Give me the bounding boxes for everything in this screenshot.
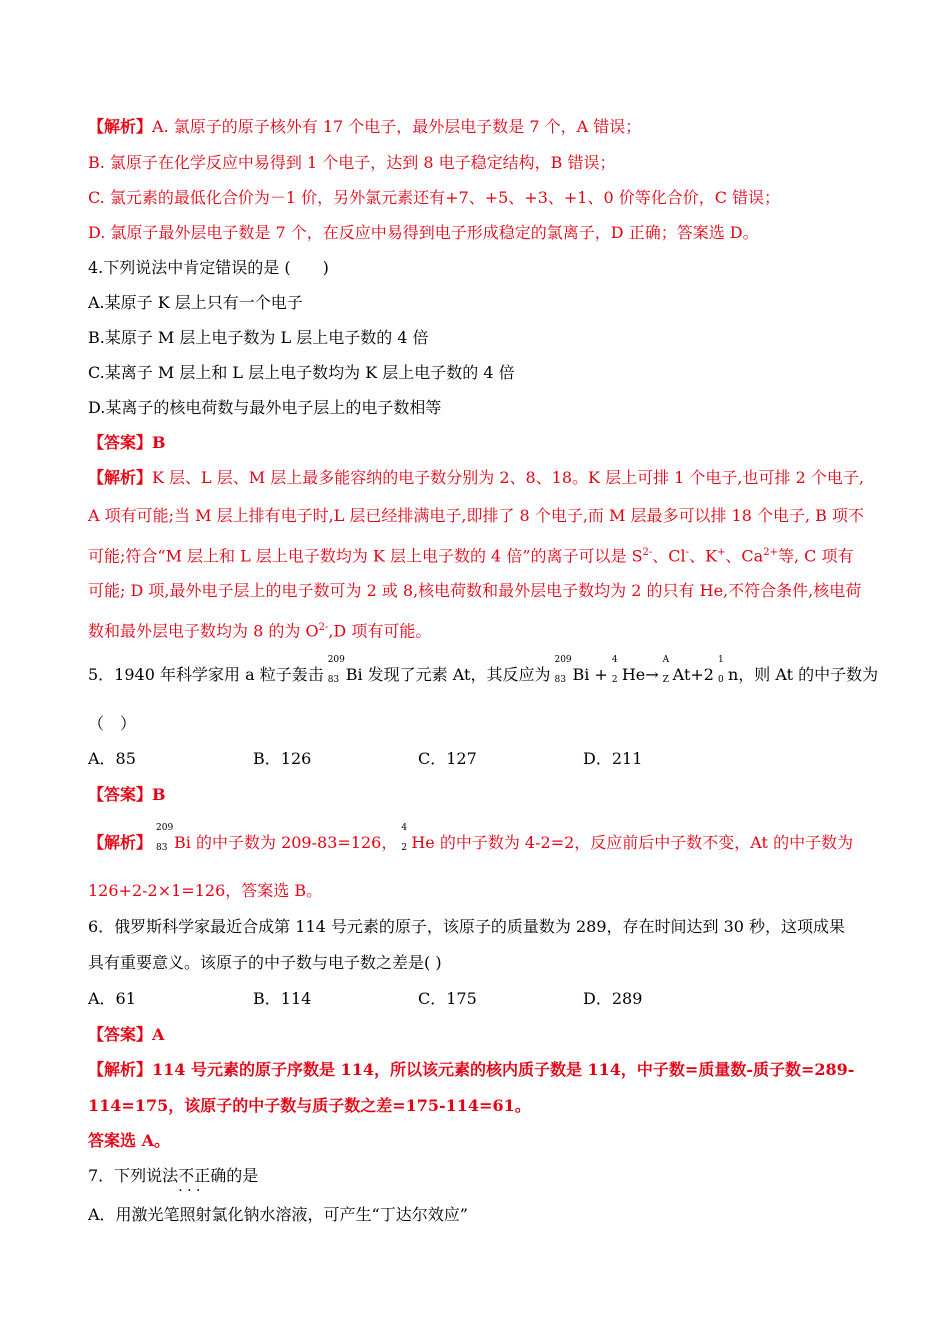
q5-analysis-line-2: 126+2-2×1=126，答案选 B。 [88, 881, 323, 900]
stem-text: 的是 [226, 1166, 259, 1185]
stem-text: 7．下列说法 [88, 1166, 179, 1185]
atomic-number: 2 [401, 842, 408, 853]
q6-stem-line-1: 6．俄罗斯科学家最近合成第 114 号元素的原子，该原子的质量数为 289，存在时间达到 30 秒，这项成果 [88, 917, 846, 936]
q7-stem [88, 1165, 258, 1187]
analysis-text: K 层、L 层、M 层上最多能容纳的电子数分别为 2、8、18。K 层上可排 1 个电子,也可排 2 个电子, [152, 468, 864, 487]
atomic-number: 0 [717, 674, 724, 685]
mass-number: 4 [611, 654, 618, 665]
isotope-n [714, 654, 728, 687]
charge-sup: - [685, 547, 690, 558]
analysis-text: 114 号元素的原子序数是 114，所以该元素的核内质子数是 114，中子数=质量数-质子数=289- [152, 1060, 855, 1079]
emphasis-text: 不正确 · · · [178, 1166, 226, 1185]
q3-analysis-line-d: D. 氯原子最外层电子数是 7 个，在反应中易得到电子形成稳定的氯离子，D 正确；答案选 D。 [88, 223, 759, 242]
isotope-bi [324, 654, 346, 687]
q6-stem-line-2: 具有重要意义。该原子的中子数与电子数之差是( ) [88, 953, 442, 972]
atomic-number: 83 [554, 674, 566, 685]
stem-text: He→ [621, 665, 659, 684]
charge-sup: 2- [642, 547, 653, 558]
q4-analysis-line-1 [88, 467, 864, 489]
option-a: A．85 [88, 749, 136, 768]
q4-analysis-line-3 [88, 542, 853, 567]
analysis-tag: 【解析】 [88, 833, 153, 852]
isotope-bi [152, 822, 174, 855]
isotope-bi [550, 654, 572, 687]
analysis-text: He 的中子数为 4-2=2，反应前后中子数不变，At 的中子数为 [411, 833, 854, 852]
q4-option-d: D.某离子的核电荷数与最外电子层上的电子数相等 [88, 398, 442, 417]
q5-paren: （ ） [88, 714, 137, 733]
charge-sup: 2- [318, 622, 329, 633]
q4-analysis-line-4: 可能; D 项,最外电子层上的电子数可为 2 或 8,核电荷数和最外层电子数均为 2 的只有 He,不符合条件,核电荷 [88, 581, 862, 600]
analysis-text: A. 氯原子的原子核外有 17 个电子，最外层电子数是 7 个，A 错误； [152, 117, 642, 136]
analysis-text: 、Cl [652, 546, 686, 566]
q6-analysis-line-3: 答案选 A。 [88, 1131, 170, 1150]
isotope-he [397, 822, 411, 855]
option-d: D．211 [583, 749, 643, 768]
mass-number: 4 [401, 822, 408, 833]
analysis-text: ,D 项有可能。 [328, 621, 432, 641]
option-c: C．175 [418, 989, 477, 1008]
q4-analysis-line-2: A 项有可能;当 M 层上排有电子时,L 层已经排满电子,即排了 8 个电子,而 M 层最多可以排 18 个电子, B 项不 [88, 506, 865, 525]
stem-text: 5．1940 年科学家用 a 粒子轰击 [88, 665, 324, 684]
stem-text: n，则 At 的中子数为 [727, 665, 879, 684]
atomic-number: 83 [327, 674, 340, 685]
q4-analysis-line-5 [88, 617, 431, 642]
q3-analysis-line-c: C. 氯元素的最低化合价为－1 价，另外氯元素还有+7、+5、+3、+1、0 价等化合价，C 错误； [88, 188, 781, 207]
isotope-he [608, 654, 622, 687]
q5-stem [88, 654, 879, 687]
q3-analysis-line-a [88, 116, 641, 138]
q4-stem: 4.下列说法中肯定错误的是 ( ) [88, 258, 329, 277]
stem-text: Bi 发现了元素 At，其反应为 [345, 665, 551, 684]
q6-analysis-line-1 [88, 1059, 854, 1081]
atomic-number: 83 [156, 842, 168, 853]
atomic-number: 2 [611, 674, 618, 685]
q6-answer: 【答案】A [88, 1025, 165, 1044]
isotope-at [659, 654, 673, 687]
q4-option-a: A.某原子 K 层上只有一个电子 [88, 293, 303, 312]
mass-number: 209 [327, 654, 345, 665]
option-d: D．289 [583, 989, 643, 1008]
analysis-text: Bi 的中子数为 209-83=126， [174, 833, 398, 852]
analysis-tag: 【解析】 [88, 1060, 153, 1079]
analysis-text: 可能;符合“M 层上和 L 层上电子数均为 K 层上电子数的 4 倍”的离子可以是 S [88, 546, 643, 566]
analysis-text: 、K [689, 546, 718, 566]
q5-answer: 【答案】B [88, 785, 166, 804]
charge-sup: + [717, 547, 726, 558]
analysis-text: 数和最外层电子数均为 8 的为 O [88, 621, 319, 641]
charge-sup: 2+ [763, 547, 778, 558]
stem-text: At+2 [672, 665, 714, 684]
option-b: B．126 [253, 749, 312, 768]
mass-number: 209 [554, 654, 572, 665]
option-b: B．114 [253, 989, 312, 1008]
q3-analysis-line-b: B. 氯原子在化学反应中易得到 1 个电子，达到 8 电子稳定结构，B 错误； [88, 153, 616, 172]
option-c: C．127 [418, 749, 477, 768]
stem-text: Bi + [572, 665, 608, 684]
q4-option-c: C.某离子 M 层上和 L 层上电子数均为 K 层上电子数的 4 倍 [88, 363, 515, 382]
option-a: A．61 [88, 989, 136, 1008]
mass-number: 1 [717, 654, 724, 665]
atomic-number: Z [662, 674, 669, 685]
q4-option-b: B.某原子 M 层上电子数为 L 层上电子数的 4 倍 [88, 328, 429, 347]
q5-analysis-line-1 [88, 822, 854, 855]
analysis-text: 、Ca [725, 546, 764, 566]
mass-number: 209 [156, 822, 174, 833]
analysis-tag: 【解析】 [88, 117, 153, 136]
analysis-text: 等, C 项有 [777, 546, 854, 566]
analysis-tag: 【解析】 [88, 468, 153, 487]
q6-analysis-line-2: 114=175，该原子的中子数与质子数之差=175-114=61。 [88, 1096, 531, 1115]
mass-number: A [662, 654, 670, 665]
q7-option-a: A．用激光笔照射氯化钠水溶液，可产生“丁达尔效应” [88, 1205, 468, 1224]
q4-answer: 【答案】B [88, 433, 166, 452]
